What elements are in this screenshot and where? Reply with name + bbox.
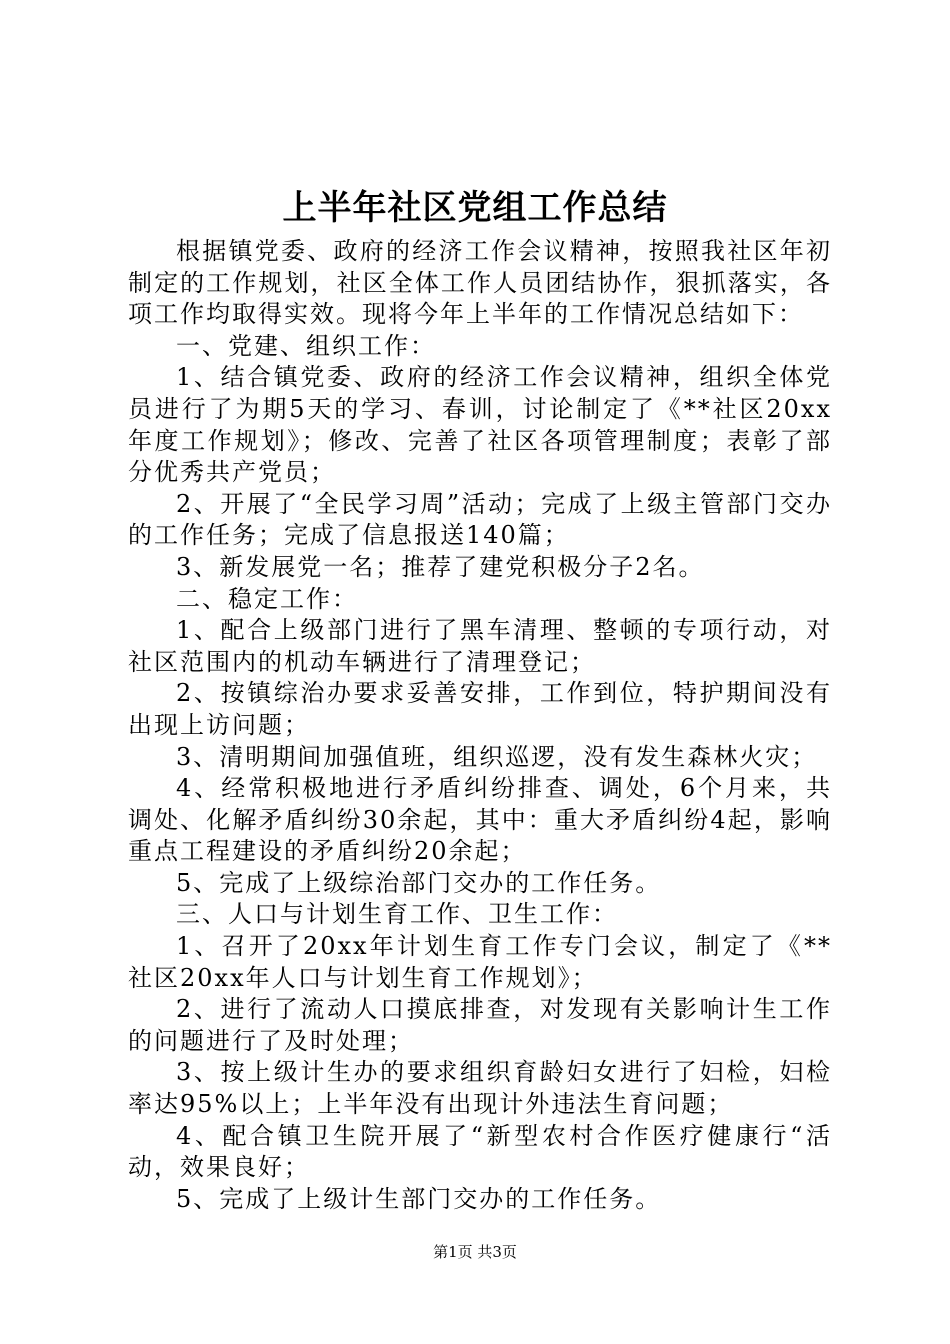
section-heading-party-building: 一、党建、组织工作： (176, 331, 436, 360)
paragraph: 5、完成了上级综治部门交办的工作任务。 (176, 868, 662, 897)
paragraph: 2、进行了流动人口摸底排查，对发现有关影响计生工作的问题进行了及时处理； (128, 995, 832, 1055)
paragraph: 5、完成了上级计生部门交办的工作任务。 (176, 1184, 662, 1213)
paragraph: 3、按上级计生办的要求组织育龄妇女进行了妇检，妇检率达95%以上；上半年没有出现计外违法生育问题； (128, 1058, 832, 1119)
paragraph: 4、配合镇卫生院开展了“新型农村合作医疗健康行“活动，效果良好； (128, 1121, 832, 1182)
document-title: 上半年社区党组工作总结 (282, 188, 668, 228)
document-body (128, 236, 832, 1215)
page-number-footer: 第1页 共3页 (433, 1243, 517, 1261)
paragraph: 3、清明期间加强值班，组织巡逻，没有发生森林火灾； (176, 742, 818, 771)
paragraph: 2、按镇综治办要求妥善安排，工作到位，特护期间没有出现上访问题； (128, 679, 832, 739)
section-heading-family-planning: 三、人口与计划生育工作、卫生工作： (176, 900, 618, 929)
paragraph: 4、经常积极地进行矛盾纠纷排查、调处，6个月来，共调处、化解矛盾纠纷30余起，其中：重大矛盾纠纷4起，影响重点工程建设的矛盾纠纷20余起； (128, 774, 832, 866)
section-heading-stability: 二、稳定工作： (176, 584, 358, 613)
paragraph-intro: 根据镇党委、政府的经济工作会议精神，按照我社区年初制定的工作规划，社区全体工作人员团结协作，狠抓落实，各项工作均取得实效。现将今年上半年的工作情况总结如下： (128, 237, 832, 329)
paragraph: 1、结合镇党委、政府的经济工作会议精神，组织全体党员进行了为期5天的学习、春训，讨论制定了《**社区20xx年度工作规划》；修改、完善了社区各项管理制度；表彰了部分优秀共产党员； (128, 363, 832, 487)
paragraph: 2、开展了“全民学习周”活动；完成了上级主管部门交办的工作任务；完成了信息报送140篇； (128, 489, 832, 550)
paragraph: 1、配合上级部门进行了黑车清理、整顿的专项行动，对社区范围内的机动车辆进行了清理登记； (128, 616, 832, 676)
paragraph: 3、新发展党一名；推荐了建党积极分子2名。 (176, 552, 705, 581)
paragraph: 1、召开了20xx年计划生育工作专门会议，制定了《**社区20xx年人口与计划生育工作规划》； (128, 932, 832, 992)
